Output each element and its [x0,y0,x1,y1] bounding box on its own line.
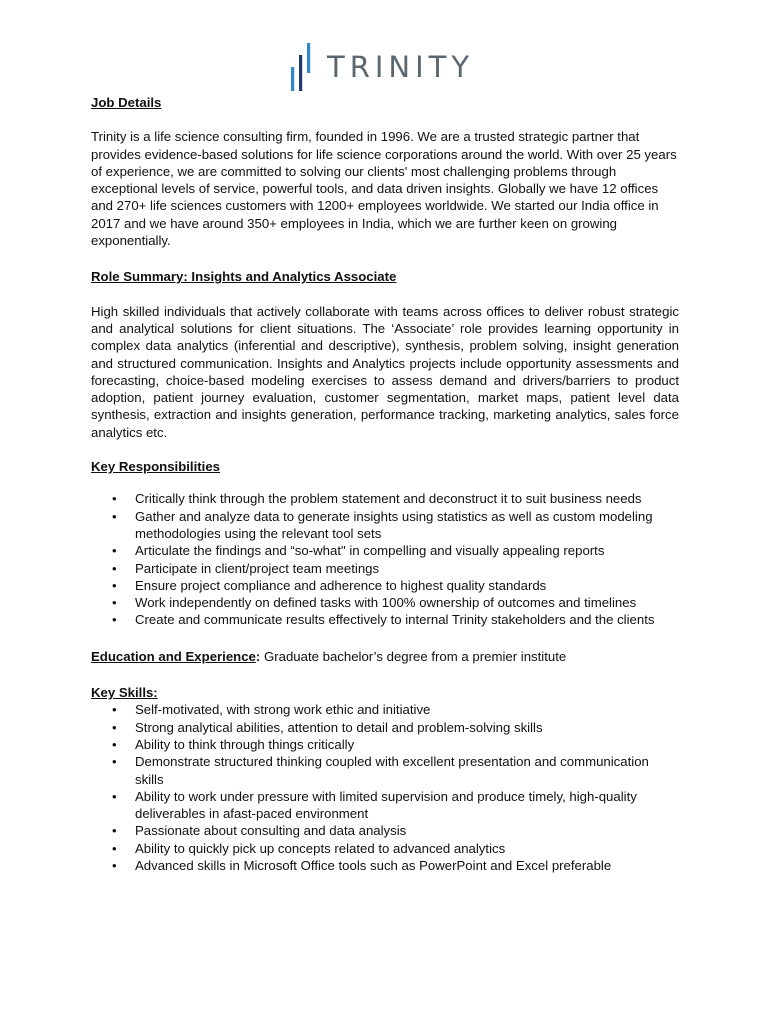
skills-heading: Key Skills: [91,685,158,701]
list-item: • Advanced skills in Microsoft Office tools such as PowerPoint and Excel preferable [91,857,679,874]
responsibilities-heading: Key Responsibilities [91,459,220,475]
list-item: • Participate in client/project team meetings [91,560,679,577]
role-summary-heading: Role Summary: Insights and Analytics Associate [91,269,397,285]
skills-list [91,701,679,874]
list-item: • Demonstrate structured thinking coupled with excellent presentation and communication skills [91,753,679,788]
list-item: • Ensure project compliance and adherence to highest quality standards [91,577,679,594]
list-item: • Work independently on defined tasks with 100% ownership of outcomes and timelines [91,594,679,611]
list-item: • Critically think through the problem statement and deconstruct it to suit business needs [91,490,679,507]
education-text: Graduate bachelor’s degree from a premier institute [260,648,567,664]
list-item: • Articulate the findings and “so-what" in compelling and visually appealing reports [91,542,679,559]
job-details-heading: Job Details [91,95,162,110]
list-item: • Ability to think through things critically [91,736,679,753]
job-details-body: Trinity is a life science consulting firm, founded in 1996. We are a trusted strategic partner that provides evidence-based solutions for life science corporations around the world. With over 25 years of experience, we are committed to solving our clients' most challenging problems through exceptional levels of service, powerful tools, and data driven insights. Globally we have 12 offices and 270+ life sciences customers with 1200+ employees worldwide. We started our India office in 2017 and we have around 350+ employees in India, which we are further keen on growing exponentially. [91,129,677,249]
trinity-bars-icon [289,43,317,91]
responsibilities-list [91,490,679,628]
list-item: • Create and communicate results effectively to internal Trinity stakeholders and the clients [91,611,679,628]
list-item: • Ability to quickly pick up concepts related to advanced analytics [91,840,679,857]
trinity-logo [289,43,474,91]
education-colon: : [255,648,261,664]
role-summary-body: High skilled individuals that actively collaborate with teams across offices to deliver robust strategic and analytical solutions for client situations. The ‘Associate’ role provides learning opportunity in complex data analytics (inferential and descriptive), synthesis, problem solving, insight generation and structured communication. Insights and Analytics projects include opportunity assessments and forecasting, choice-based modeling exercises to assess demand and drivers/barriers to product adoption, patient journey evaluation, customer segmentation, market maps, patient level data synthesis, extraction and insights generation, performance tracking, marketing analytics, sales force analytics etc. [91,303,679,440]
education-heading: Education and Experience [91,648,256,664]
list-item: • Passionate about consulting and data analysis [91,822,679,839]
list-item: • Strong analytical abilities, attention to detail and problem-solving skills [91,719,679,736]
list-item: • Self-motivated, with strong work ethic and initiative [91,701,679,718]
logo-text: TRINITY [327,49,475,84]
education-line [91,648,679,665]
list-item: • Ability to work under pressure with limited supervision and produce timely, high-quality deliverables in afast-paced environment [91,788,679,823]
list-item: • Gather and analyze data to generate insights using statistics as well as custom modeling methodologies using the relevant tool sets [91,508,679,543]
job-description [91,94,679,874]
